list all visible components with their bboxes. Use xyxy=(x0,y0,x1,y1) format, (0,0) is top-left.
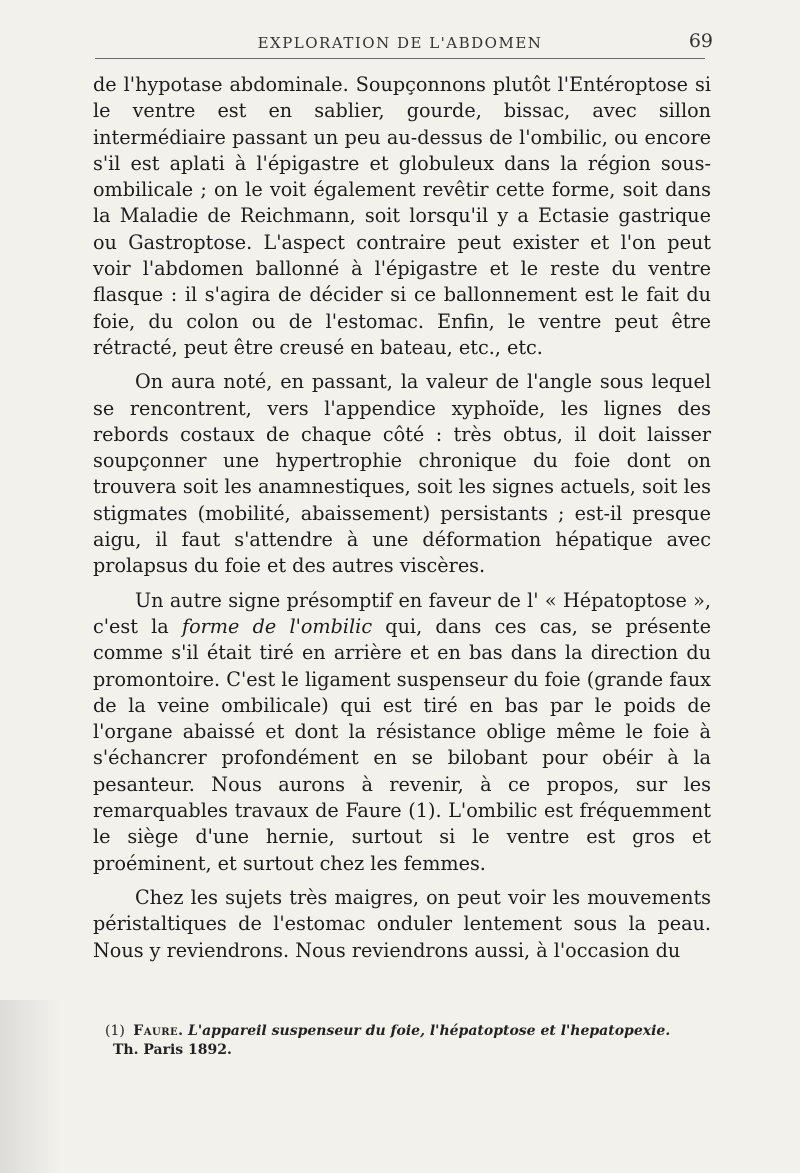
margin-smudge xyxy=(0,1000,60,1173)
paragraph-3-emphasis: forme de l'ombilic xyxy=(181,614,373,638)
paragraph-1-text: de l'hypotase abdominale. Soupçonnons plutôt l'Entéroptose si le ventre est en sablier, gourde, bissac, avec sillon intermédiaire passant un peu au-dessus de l'ombilic, ou encore s'il est aplati à l'épigastre et globuleux dans la région sous-ombilicale ; on le voit également revêtir cette forme, soit dans la Maladie de Reichmann, soit lorsqu'il y a Ectasie gastrique ou Gastroptose. L'aspect contraire peut exister et l'on peut voir l'abdomen ballonné à l'épigastre et le reste du ventre flasque : il s'agira de décider si ce ballonnement est le fait du foie, du colon ou de l'estomac. Enfin, le ventre peut être rétracté, peut être creusé en bateau, etc., etc. xyxy=(93,73,711,359)
paragraph-3-text-start: Un autre signe présomptif en faveur de l' « Hépatoptose », c'est la xyxy=(93,588,711,638)
footnote-author: Faure. xyxy=(133,1023,184,1039)
body-text xyxy=(93,72,711,964)
paragraph-4 xyxy=(93,885,711,964)
paragraph-2 xyxy=(93,369,711,579)
paragraph-3 xyxy=(93,588,711,877)
footnote-number: (1) xyxy=(105,1023,125,1039)
paragraph-4-text: Chez les sujets très maigres, on peut voir les mouvements péristaltiques de l'estomac onduler lentement sous la peau. Nous y reviendrons. Nous reviendrons aussi, à l'occasion du xyxy=(93,885,711,962)
page-header xyxy=(95,30,713,59)
footnote xyxy=(105,1022,725,1060)
paragraph-2-text: On aura noté, en passant, la valeur de l'angle sous lequel se rencontrent, vers l'appendice xyphoïde, les lignes des rebords costaux de chaque côté : très obtus, il doit laisser soupçonner une hypertrophie chronique du foie dont on trouvera soit les anamnestiques, soit les signes actuels, soit les stigmates (mobilité, abaissement) persistants ; est-il presque aigu, il faut s'attendre à une déformation hépatique avec prolapsus du foie et des autres viscères. xyxy=(93,370,711,578)
running-head: EXPLORATION DE L'ABDOMEN xyxy=(257,34,543,52)
footnote-title: L'appareil suspenseur du foie, l'hépatoptose et l'hepatopexie. xyxy=(187,1023,671,1039)
paragraph-1 xyxy=(93,72,711,361)
footnote-place: Th. Paris 1892. xyxy=(113,1042,232,1058)
page-number: 69 xyxy=(688,30,713,52)
paragraph-3-text-end: qui, dans ces cas, se présente comme s'il était tiré en arrière et en bas dans la direction du promontoire. C'est le ligament suspenseur du foie (grande faux de la veine ombilicale) qui est tiré en bas par le poids de l'organe abaissé et dont la résistance oblige même le foie à s'échancrer profondément en se bilobant pour obéir à la pesanteur. Nous aurons à revenir, à ce propos, sur les remarquables travaux de Faure (1). L'ombilic est fréquemment le siège d'une hernie, surtout si le ventre est gros et proéminent, et surtout chez les femmes. xyxy=(93,614,711,875)
